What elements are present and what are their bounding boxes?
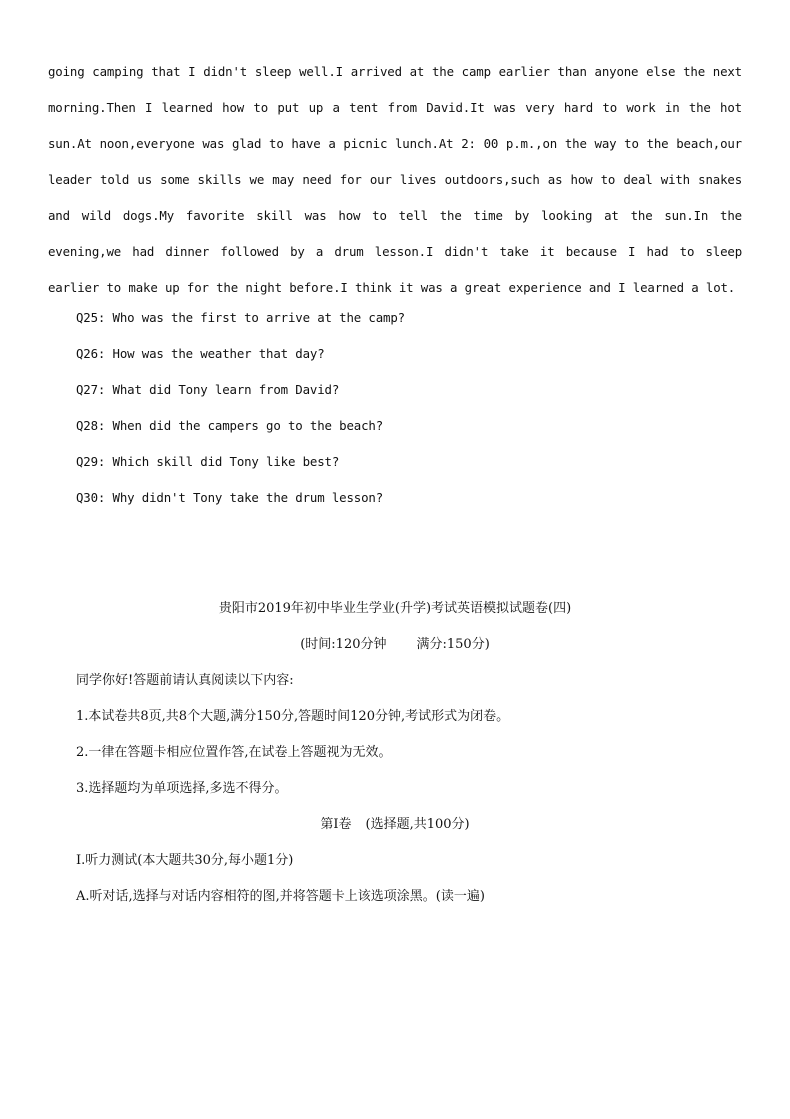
exam-rule-2: 2.一律在答题卡相应位置作答,在试卷上答题视为无效。	[76, 745, 392, 760]
exam-rule-3: 3.选择题均为单项选择,多选不得分。	[76, 781, 288, 796]
exam-rule-1: 1.本试卷共8页,共8个大题,满分150分,答题时间120分钟,考试形式为闭卷。	[76, 709, 510, 724]
question-q30: Q30: Why didn't Tony take the drum lesson?	[76, 490, 384, 505]
question-list	[76, 300, 405, 516]
question-q26: Q26: How was the weather that day?	[76, 346, 325, 361]
exam-score: 满分:150分)	[416, 637, 490, 652]
listening-passage: going camping that I didn't sleep well.I arrived at the camp earlier than anyone else the next morning.Then I learned how to put up a tent from David.It was very hard to work in the hot sun.At noon,everyone was glad to have a picnic lunch.At 2: 00 p.m.,on the way to the beach,our leader told us some skills we may need for our lives outdoors,such as how to deal with snakes and wild dogs.My favorite skill was how to tell the time by looking at the sun.In the evening,we had dinner followed by a drum lesson.I didn't take it because I had to sleep earlier to make up for the night before.I think it was a great experience and I learned a lot.	[48, 64, 742, 295]
exam-title: 贵阳市2019年初中毕业生学业(升学)考试英语模拟试题卷(四)	[218, 601, 572, 616]
volume-desc: (选择题,共100分)	[365, 817, 470, 832]
question-q25: Q25: Who was the first to arrive at the camp?	[76, 310, 405, 325]
exam-meta	[0, 633, 790, 652]
question-q28: Q28: When did the campers go to the beach?	[76, 418, 384, 433]
section-heading-listening: Ⅰ.听力测试(本大题共30分,每小题1分)	[76, 853, 294, 868]
volume-label: 第Ⅰ卷	[320, 817, 352, 832]
question-q27: Q27: What did Tony learn from David?	[76, 382, 340, 397]
section-a-instructions: A.听对话,选择与对话内容相符的图,并将答题卡上该选项涂黑。(读一遍)	[76, 889, 485, 904]
question-q29: Q29: Which skill did Tony like best?	[76, 454, 340, 469]
exam-time: (时间:120分钟	[300, 637, 387, 652]
exam-intro: 同学你好!答题前请认真阅读以下内容:	[76, 673, 294, 688]
volume-heading	[0, 813, 790, 832]
